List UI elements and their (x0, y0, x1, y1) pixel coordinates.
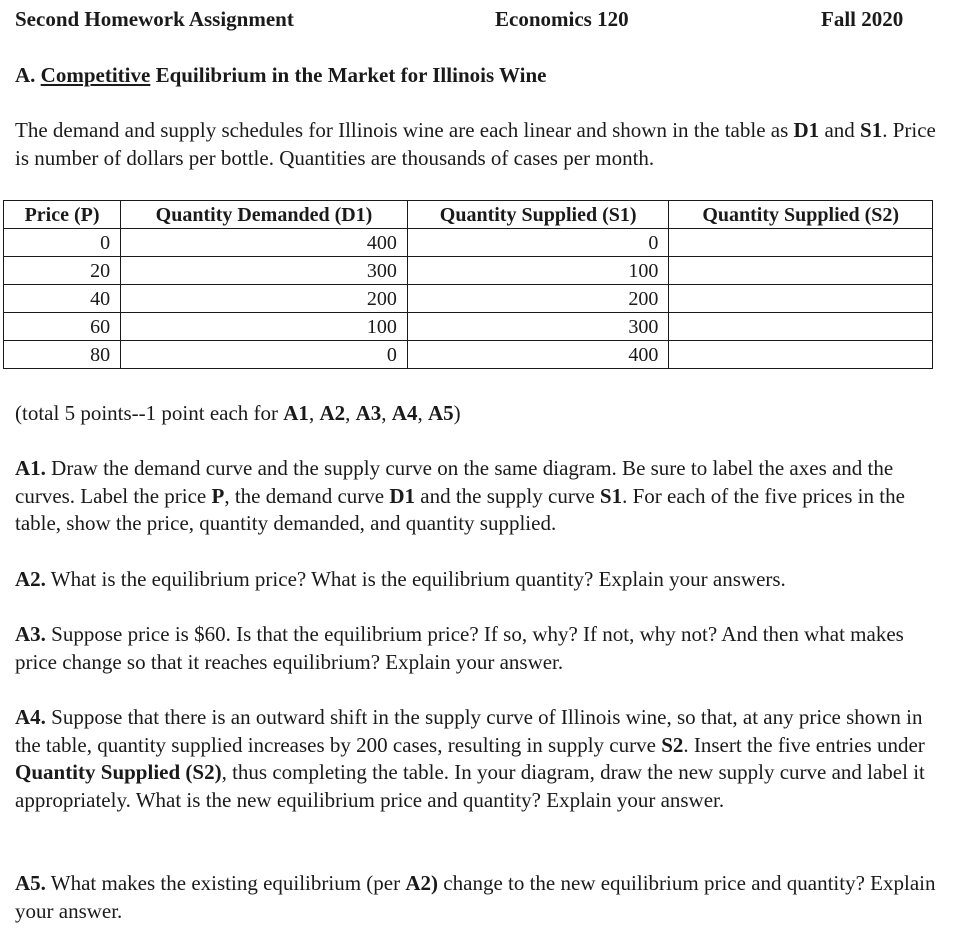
question-text: Suppose price is $60. Is that the equilibrium price? If so, why? If not, why not? And then what makes price change so that it reaches equilibrium? Explain your answer. (15, 622, 904, 674)
intro-text: and (819, 118, 861, 142)
question-text: Draw the demand curve and the supply curve on the same diagram. Be sure to label the axes and the curves. Label the price (15, 456, 894, 508)
table-row (4, 257, 933, 285)
cell-price: 0 (4, 229, 121, 257)
cell-qs2[interactable] (669, 341, 933, 369)
col-header-qs-s1: Quantity Supplied (S1) (407, 201, 669, 229)
cell-qd: 200 (121, 285, 408, 313)
cell-price: 80 (4, 341, 121, 369)
points-note (15, 400, 950, 428)
cell-qs2[interactable] (669, 285, 933, 313)
cell-price: 40 (4, 285, 121, 313)
question-text: . Insert the five entries under (683, 732, 925, 757)
question-a2 (15, 566, 950, 594)
cell-qs1: 300 (407, 313, 669, 341)
cell-qs1: 200 (407, 285, 669, 313)
intro-paragraph (15, 117, 950, 172)
question-label: A2. (15, 567, 46, 591)
cell-qd: 300 (121, 257, 408, 285)
points-text: , (308, 401, 320, 425)
points-text: , (381, 401, 392, 425)
cell-price: 60 (4, 313, 121, 341)
col-header-price: Price (P) (4, 201, 121, 229)
points-bold: A2 (319, 401, 346, 425)
question-bold: D1 (389, 483, 416, 508)
intro-text: . Price is number of dollars per bottle. Quantities are thousands of cases per month. (15, 118, 936, 170)
header-center: Economics 120 (495, 7, 629, 31)
question-bold: P (211, 483, 225, 508)
table-row (4, 313, 933, 341)
points-bold: A3 (355, 401, 382, 425)
question-label: A5. (15, 871, 46, 895)
cell-qs1: 0 (407, 229, 669, 257)
points-text: , (417, 401, 428, 425)
question-bold: S2 (661, 732, 684, 757)
question-text: Suppose that there is an outward shift in the supply curve of Illinois wine, so that, at any price shown in the table, quantity supplied increases by 200 cases, resulting in supply curve (15, 705, 923, 757)
points-text: , (345, 401, 356, 425)
question-label: A1. (15, 456, 46, 480)
question-a5 (15, 870, 950, 925)
question-text: , the demand curve (224, 483, 390, 508)
section-prefix: A. (15, 63, 36, 87)
cell-qs2[interactable] (669, 229, 933, 257)
question-label: A3. (15, 622, 46, 646)
question-text: , thus completing the table. In your diagram, draw the new supply curve and label it appropriately. What is the new equilibrium price and quantity? Explain your answer. (15, 760, 925, 812)
section-title-rest: Equilibrium in the Market for Illinois Wine (155, 63, 547, 87)
intro-text: The demand and supply schedules for Illinois wine are each linear and shown in the table as (15, 118, 794, 142)
table-row (4, 229, 933, 257)
intro-bold-d1: D1 (793, 118, 820, 142)
cell-qs1: 400 (407, 341, 669, 369)
schedule-table (3, 200, 933, 369)
question-bold: Quantity Supplied (S2) (15, 760, 222, 784)
points-text: (total 5 points--1 point each for (15, 401, 284, 425)
intro-bold-s1: S1 (860, 118, 883, 142)
question-label: A4. (15, 705, 46, 729)
question-a4 (15, 704, 950, 814)
question-text: What makes the existing equilibrium (per (45, 871, 406, 895)
col-header-qs-s2: Quantity Supplied (S2) (669, 201, 933, 229)
cell-qs2[interactable] (669, 257, 933, 285)
question-a1 (15, 455, 950, 538)
points-bold: A4 (391, 401, 418, 425)
cell-qd: 0 (121, 341, 408, 369)
cell-qs1: 100 (407, 257, 669, 285)
points-text: ) (453, 401, 461, 425)
cell-price: 20 (4, 257, 121, 285)
question-text: . For each of the five prices in the table, show the price, quantity demanded, and quantity supplied. (15, 483, 905, 535)
points-bold: A1 (283, 401, 309, 425)
col-header-qd-d1: Quantity Demanded (D1) (121, 201, 408, 229)
cell-qd: 400 (121, 229, 408, 257)
table-row (4, 341, 933, 369)
section-title (15, 62, 546, 90)
table-header-row (4, 201, 933, 229)
header-left: Second Homework Assignment (15, 7, 294, 31)
question-text: change to the new equilibrium price and quantity? Explain your answer. (15, 871, 936, 923)
table-row (4, 285, 933, 313)
section-title-underlined: Competitive (40, 63, 151, 87)
question-bold: A2) (405, 871, 439, 895)
question-bold: S1 (599, 483, 623, 508)
cell-qs2[interactable] (669, 313, 933, 341)
question-text: and the supply curve (415, 483, 600, 508)
question-a3 (15, 621, 950, 676)
header-right: Fall 2020 (821, 7, 904, 31)
question-text: What is the equilibrium price? What is the equilibrium quantity? Explain your answers. (45, 567, 786, 591)
points-bold: A5 (427, 401, 454, 425)
cell-qd: 100 (121, 313, 408, 341)
